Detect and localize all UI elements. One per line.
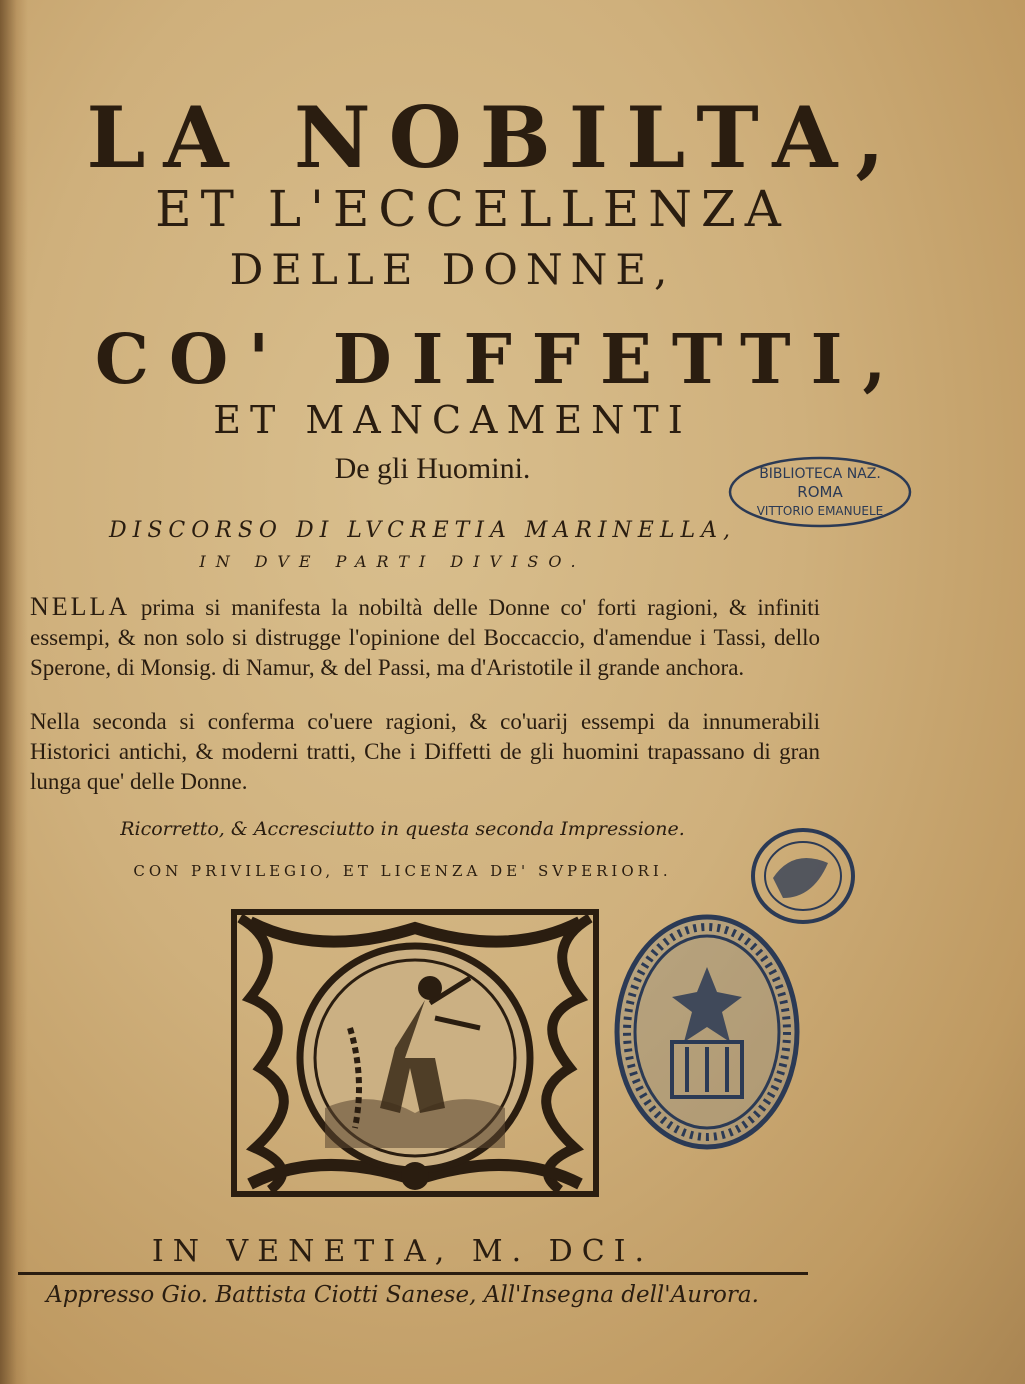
printer-device-woodcut-icon <box>230 908 600 1198</box>
title-line-3: DELLE DONNE, <box>229 245 676 294</box>
blue-oval-seal-icon <box>612 912 802 1152</box>
paragraph-first-part <box>30 592 820 683</box>
title-line-2: ET L'ECCELLENZA <box>155 180 790 238</box>
title-line-6: De gli Huomini. <box>334 452 531 485</box>
paragraph-second-text: Nella seconda si conferma co'uere ragioni, & co'uarij essempi da innumerabili Historici antichi, & moderni tratti, Che i Diffetti de gli huomini trapassano di gran lunga que' delle Donne. <box>30 709 820 794</box>
subtitle-line-1: DISCORSO DI LVCRETIA MARINELLA, <box>109 518 736 543</box>
stamp-line-2: ROMA <box>797 483 843 501</box>
publisher-line: Appresso Gio. Battista Ciotti Sanese, All'Insegna dell'Aurora. <box>46 1282 759 1308</box>
subtitle-line-2: IN DVE PARTI DIVISO. <box>199 552 586 571</box>
paragraph-lead-word: NELLA <box>30 592 131 621</box>
imprint-rule <box>18 1272 808 1275</box>
paragraph-first-text: prima si manifesta la nobiltà delle Donne co' forti ragioni, & infiniti essempi, & non solo si distrugge l'opinione del Boccaccio, d'amendue i Tassi, dello Sperone, di Monsig. di Namur, & del Passi, ma d'Aristotile il grande anchora. <box>30 595 820 680</box>
title-line-4: CO' DIFFETTI, <box>94 320 907 400</box>
paragraph-second-part <box>30 707 820 797</box>
stamp-line-1: BIBLIOTECA NAZ. <box>759 466 881 482</box>
title-line-5: ET MANCAMENTI <box>213 398 692 442</box>
title-line-1: LA NOBILTA, <box>86 88 903 187</box>
privilege-line: CON PRIVILEGIO, ET LICENZA DE' SVPERIORI. <box>133 862 672 880</box>
stamp-line-3: VITTORIO EMANUELE <box>756 504 884 518</box>
imprint-place-date: IN VENETIA, M. DCI. <box>151 1234 654 1269</box>
edition-note: Ricorretto, & Accresciutto in questa seconda Impressione. <box>120 818 685 840</box>
